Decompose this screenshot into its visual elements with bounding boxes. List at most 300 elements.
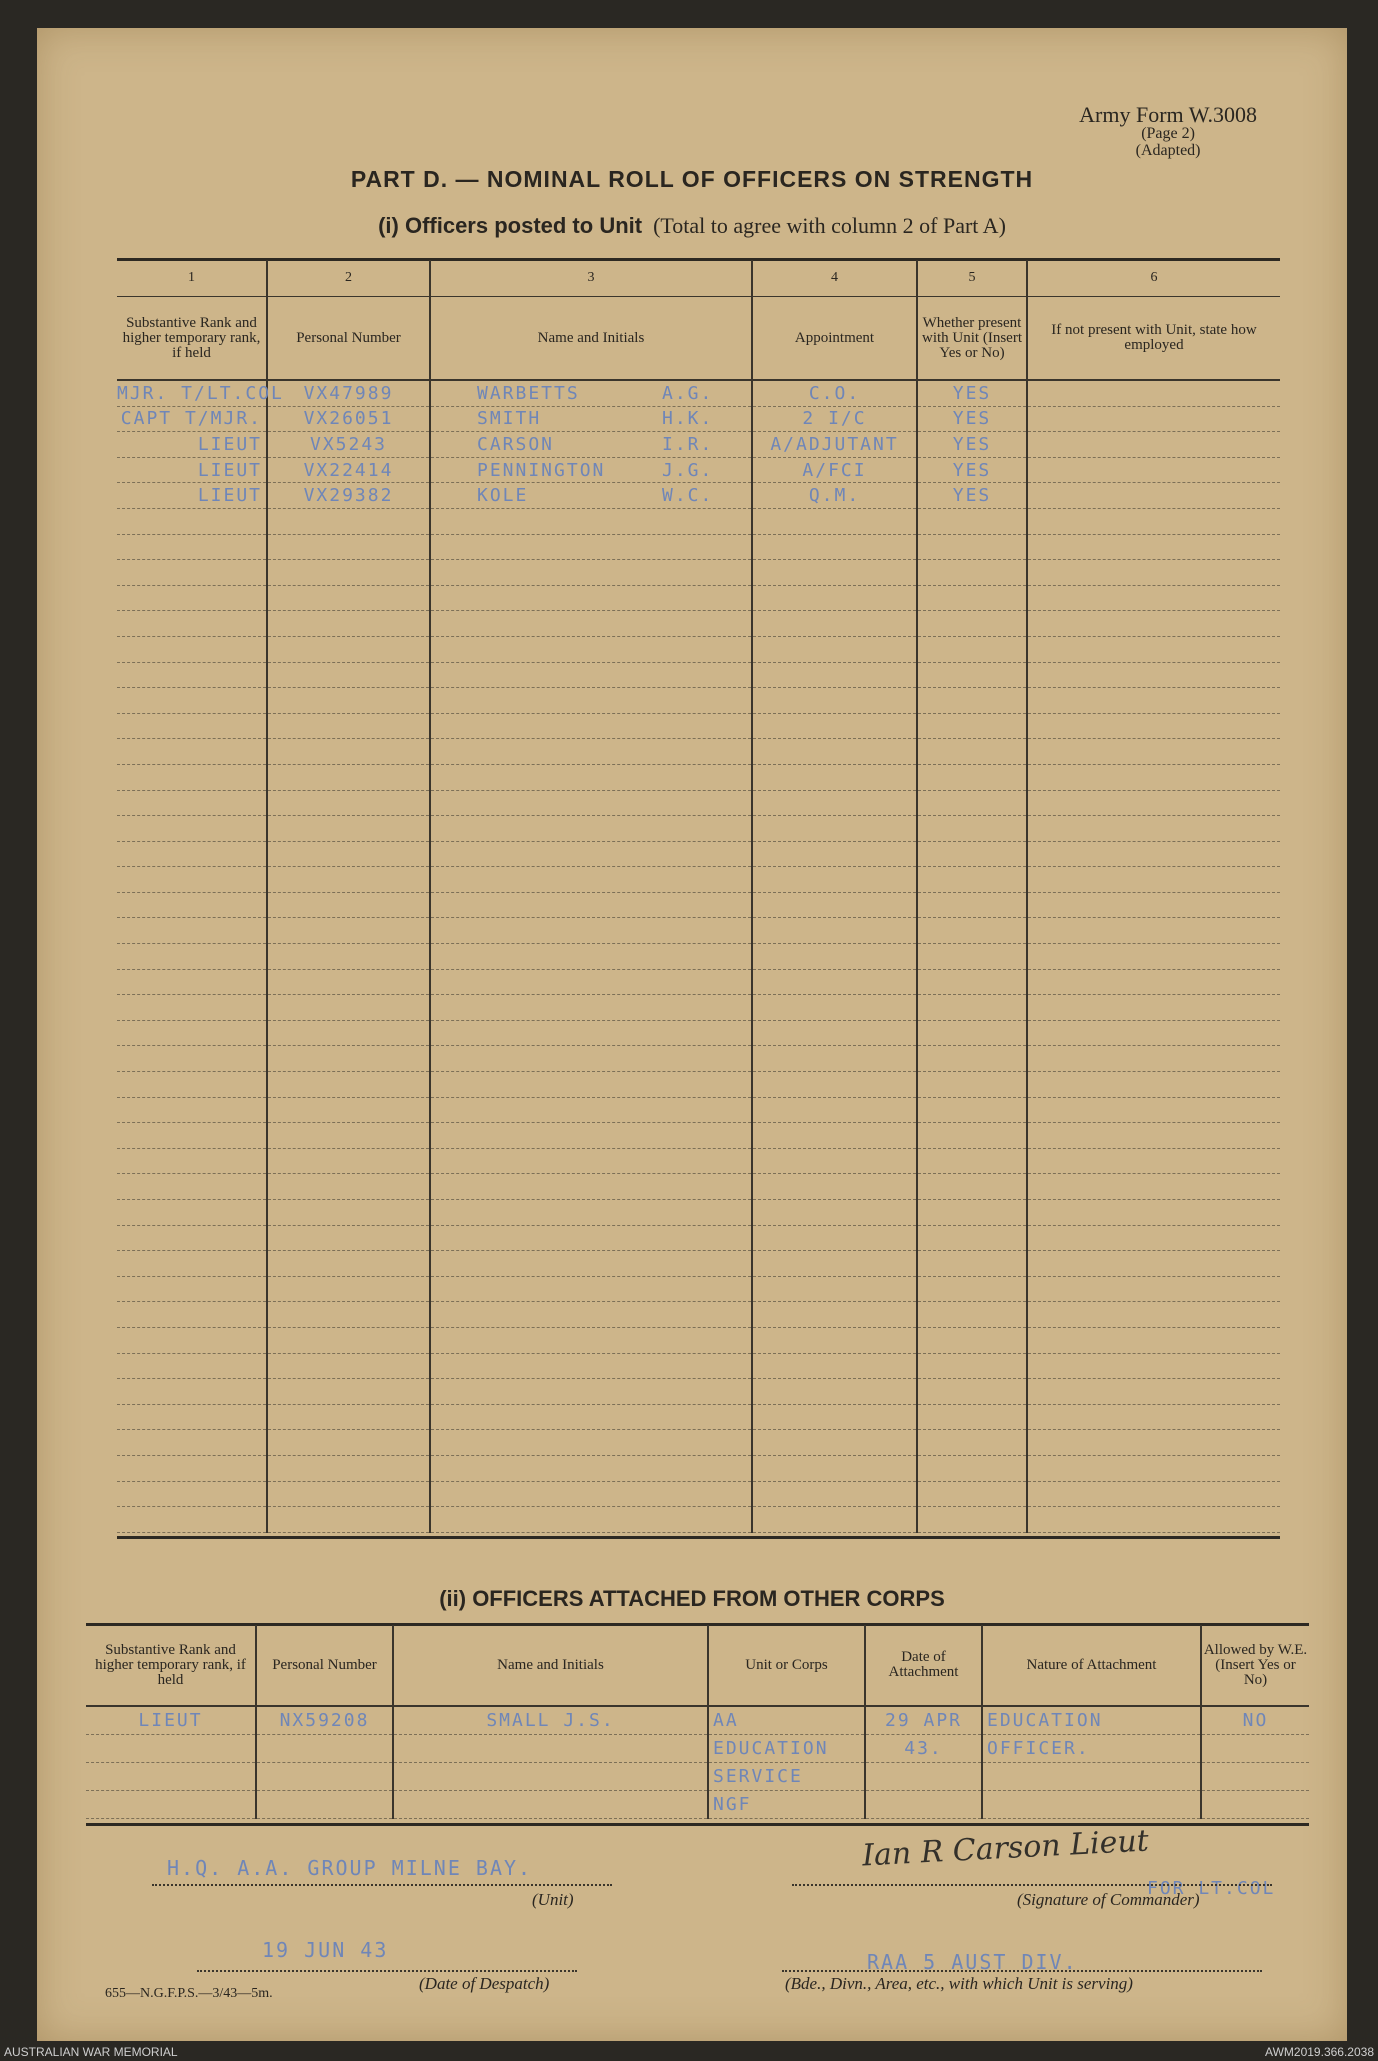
cell-rank — [117, 713, 267, 739]
cell-rank — [117, 1455, 267, 1481]
cell-appointment — [752, 585, 917, 611]
cell-present — [917, 1276, 1027, 1302]
cell-nameinit — [430, 764, 752, 790]
header-unit: Unit or Corps — [708, 1625, 865, 1706]
cell-present: YES — [917, 432, 1027, 458]
cell-nameinit — [430, 1020, 752, 1046]
cell-present — [917, 995, 1027, 1021]
cell-present — [917, 1072, 1027, 1098]
cell-nameinit — [430, 1251, 752, 1277]
table-row — [117, 1430, 1280, 1456]
table-row — [117, 918, 1280, 944]
cell-date: 29 APR — [865, 1706, 982, 1735]
cell-employed — [1027, 611, 1280, 637]
cell-rank — [117, 764, 267, 790]
cell-appointment — [752, 1020, 917, 1046]
table-row — [117, 380, 1280, 406]
cell-rank: LIEUT — [86, 1706, 256, 1735]
cell-rank — [117, 918, 267, 944]
table-row — [117, 611, 1280, 637]
cell-rank — [117, 508, 267, 534]
cell-appointment — [752, 918, 917, 944]
cell-present — [917, 1404, 1027, 1430]
cell-rank: LIEUT — [117, 483, 267, 509]
cell-rank — [117, 1379, 267, 1405]
cell-rank — [117, 1123, 267, 1149]
cell-employed — [1027, 1302, 1280, 1328]
cell-present — [917, 1327, 1027, 1353]
cell-rank: LIEUT — [117, 457, 267, 483]
cell-nameinit — [430, 1276, 752, 1302]
table-row — [117, 483, 1280, 509]
cell-rank: CAPT T/MJR. — [117, 406, 267, 432]
cell-nameinit — [430, 406, 752, 432]
cell-number — [267, 1046, 430, 1072]
cell-appointment — [752, 1200, 917, 1226]
cell-nameinit — [430, 457, 752, 483]
cell-rank — [117, 1276, 267, 1302]
cell-number — [267, 816, 430, 842]
cell-nameinit — [430, 969, 752, 995]
table-row — [117, 1353, 1280, 1379]
cell-present — [917, 944, 1027, 970]
cell-employed — [1027, 944, 1280, 970]
cell-rank — [117, 1174, 267, 1200]
cell-number: NX59208 — [256, 1706, 393, 1735]
cell-nameinit — [430, 867, 752, 893]
cell-appointment: A/ADJUTANT — [752, 432, 917, 458]
cell-appointment: 2 I/C — [752, 406, 917, 432]
cell-rank — [117, 1404, 267, 1430]
cell-nameinit — [430, 713, 752, 739]
cell-present — [917, 892, 1027, 918]
cell-rank — [117, 688, 267, 714]
cell-employed — [1027, 816, 1280, 842]
cell-appointment — [752, 1455, 917, 1481]
cell-present — [917, 1225, 1027, 1251]
cell-name: SMALL J.S. — [393, 1706, 708, 1735]
cell-present: YES — [917, 457, 1027, 483]
cell-nameinit — [430, 944, 752, 970]
cell-rank — [117, 1302, 267, 1328]
cell-employed — [1027, 867, 1280, 893]
table-row — [117, 995, 1280, 1021]
cell-appointment — [752, 1225, 917, 1251]
cell-present — [917, 1200, 1027, 1226]
for-officer-text: FOR LT.COL — [1147, 1878, 1276, 1899]
cell-rank — [117, 662, 267, 688]
cell-number — [267, 560, 430, 586]
cell-number — [267, 892, 430, 918]
table-row — [117, 1302, 1280, 1328]
cell-rank — [117, 1225, 267, 1251]
header-personal-number: Personal Number — [256, 1625, 393, 1706]
cell-employed — [1027, 585, 1280, 611]
header-rank: Substantive Rank and higher temporary rank, if held — [86, 1625, 256, 1706]
cell-rank — [86, 1763, 256, 1791]
cell-present — [917, 1353, 1027, 1379]
cell-number — [267, 611, 430, 637]
cell-number — [267, 841, 430, 867]
cell-rank — [117, 1327, 267, 1353]
cell-present — [917, 969, 1027, 995]
cell-rank — [117, 1072, 267, 1098]
table-row — [117, 636, 1280, 662]
cell-appointment — [752, 1353, 917, 1379]
officer-initials: H.K. — [662, 408, 714, 430]
form-page-number: (Page 2) — [1141, 125, 1195, 143]
cell-employed — [1027, 432, 1280, 458]
cell-nameinit — [430, 1353, 752, 1379]
cell-present: YES — [917, 483, 1027, 509]
cell-present — [917, 1148, 1027, 1174]
col-number: 3 — [430, 260, 752, 297]
cell-nameinit — [430, 380, 752, 406]
officer-name: CARSON — [477, 433, 555, 455]
officer-initials: W.C. — [662, 485, 714, 507]
cell-appointment — [752, 611, 917, 637]
cell-nameinit — [430, 1097, 752, 1123]
cell-number — [267, 1020, 430, 1046]
cell-nameinit — [430, 816, 752, 842]
section1-title — [37, 213, 1347, 239]
attached-row — [86, 1791, 1309, 1819]
officer-name: PENNINGTON — [477, 459, 606, 481]
print-code: 655—N.G.F.P.S.—3/43—5m. — [105, 1986, 273, 2001]
cell-nameinit — [430, 1072, 752, 1098]
cell-rank — [117, 1020, 267, 1046]
cell-rank — [117, 892, 267, 918]
table-row — [117, 1276, 1280, 1302]
cell-nameinit — [430, 1507, 752, 1533]
cell-employed — [1027, 636, 1280, 662]
cell-nameinit — [430, 1379, 752, 1405]
cell-appointment — [752, 892, 917, 918]
cell-allowed — [1201, 1763, 1309, 1791]
cell-number — [267, 1225, 430, 1251]
col-number: 6 — [1027, 260, 1280, 297]
attached-row — [86, 1706, 1309, 1735]
cell-employed — [1027, 790, 1280, 816]
cell-name — [393, 1735, 708, 1763]
cell-appointment — [752, 1302, 917, 1328]
cell-present — [917, 918, 1027, 944]
cell-appointment — [752, 508, 917, 534]
cell-rank — [117, 841, 267, 867]
cell-present — [917, 688, 1027, 714]
date-line — [197, 1970, 577, 1972]
cell-employed — [1027, 534, 1280, 560]
cell-appointment — [752, 867, 917, 893]
cell-nameinit — [430, 1148, 752, 1174]
cell-appointment: A/FCI — [752, 457, 917, 483]
cell-appointment — [752, 995, 917, 1021]
cell-rank — [117, 534, 267, 560]
cell-name — [393, 1791, 708, 1819]
cell-appointment — [752, 764, 917, 790]
cell-nameinit — [430, 585, 752, 611]
cell-rank — [117, 1481, 267, 1507]
serving-value: RAA 5 AUST DIV. — [867, 1950, 1078, 1974]
cell-unit: SERVICE — [708, 1763, 865, 1791]
form-page — [37, 28, 1347, 2041]
table-row — [117, 432, 1280, 458]
cell-appointment — [752, 1404, 917, 1430]
cell-rank — [117, 560, 267, 586]
cell-present — [917, 739, 1027, 765]
table-row — [117, 764, 1280, 790]
cell-number — [267, 1097, 430, 1123]
table-row — [117, 1200, 1280, 1226]
cell-appointment — [752, 1072, 917, 1098]
cell-appointment — [752, 1276, 917, 1302]
despatch-date-value: 19 JUN 43 — [262, 1938, 389, 1962]
cell-appointment — [752, 1379, 917, 1405]
cell-number — [267, 1200, 430, 1226]
cell-rank — [117, 1353, 267, 1379]
cell-rank — [117, 1046, 267, 1072]
cell-nameinit — [430, 1455, 752, 1481]
cell-rank — [117, 969, 267, 995]
cell-nameinit — [430, 1123, 752, 1149]
cell-employed — [1027, 1046, 1280, 1072]
cell-number — [267, 739, 430, 765]
cell-rank — [117, 944, 267, 970]
officer-name: KOLE — [477, 485, 529, 507]
cell-nameinit — [430, 1225, 752, 1251]
cell-number — [267, 1123, 430, 1149]
table-row — [117, 1251, 1280, 1277]
table-row — [117, 1174, 1280, 1200]
table-row — [117, 457, 1280, 483]
cell-number — [267, 662, 430, 688]
table-row — [117, 1148, 1280, 1174]
cell-employed — [1027, 1251, 1280, 1277]
cell-present — [917, 1097, 1027, 1123]
section1-title-bold: (i) Officers posted to Unit — [378, 213, 643, 238]
cell-present — [917, 790, 1027, 816]
cell-number — [267, 1302, 430, 1328]
cell-allowed — [1201, 1735, 1309, 1763]
cell-employed — [1027, 1430, 1280, 1456]
cell-appointment — [752, 1174, 917, 1200]
cell-number — [267, 1276, 430, 1302]
table-row — [117, 1123, 1280, 1149]
cell-rank — [117, 636, 267, 662]
cell-number — [267, 1174, 430, 1200]
cell-employed — [1027, 739, 1280, 765]
table-row — [117, 1225, 1280, 1251]
cell-employed — [1027, 969, 1280, 995]
officers-posted-table — [117, 260, 1280, 1533]
cell-nameinit — [430, 534, 752, 560]
signature-caption: (Signature of Commander) — [1017, 1890, 1200, 1909]
col-number: 4 — [752, 260, 917, 297]
table-row — [117, 1481, 1280, 1507]
table-row — [117, 585, 1280, 611]
cell-rank — [117, 1200, 267, 1226]
cell-rank — [117, 1507, 267, 1533]
cell-rank — [117, 790, 267, 816]
table-row — [117, 1379, 1280, 1405]
cell-number — [267, 713, 430, 739]
header-name: Name and Initials — [430, 297, 752, 381]
cell-present — [917, 560, 1027, 586]
cell-date — [865, 1791, 982, 1819]
table-row — [117, 1404, 1280, 1430]
officers-attached-table — [86, 1625, 1309, 1819]
serving-line — [782, 1970, 1262, 1972]
cell-unit: EDUCATION — [708, 1735, 865, 1763]
cell-number — [267, 636, 430, 662]
cell-nameinit — [430, 1200, 752, 1226]
cell-employed — [1027, 1148, 1280, 1174]
table-row — [117, 739, 1280, 765]
cell-employed — [1027, 1353, 1280, 1379]
cell-allowed — [1201, 1791, 1309, 1819]
table-row — [117, 534, 1280, 560]
cell-unit: AA — [708, 1706, 865, 1735]
cell-number — [267, 1404, 430, 1430]
cell-nameinit — [430, 662, 752, 688]
table-row — [117, 1046, 1280, 1072]
cell-number — [267, 1353, 430, 1379]
header-appointment: Appointment — [752, 297, 917, 381]
table-row — [117, 1097, 1280, 1123]
table-row — [117, 406, 1280, 432]
cell-appointment — [752, 969, 917, 995]
cell-nature: EDUCATION — [982, 1706, 1201, 1735]
cell-rank — [117, 611, 267, 637]
table-row — [117, 816, 1280, 842]
header-employed: If not present with Unit, state how employed — [1027, 297, 1280, 381]
cell-appointment — [752, 1097, 917, 1123]
cell-nameinit — [430, 739, 752, 765]
form-adapted-note: (Adapted) — [1135, 141, 1201, 159]
cell-appointment — [752, 636, 917, 662]
cell-rank — [117, 816, 267, 842]
cell-present — [917, 1251, 1027, 1277]
cell-employed — [1027, 1097, 1280, 1123]
table-row — [117, 1072, 1280, 1098]
cell-nameinit — [430, 1046, 752, 1072]
cell-nameinit — [430, 483, 752, 509]
cell-nature: OFFICER. — [982, 1735, 1201, 1763]
cell-present — [917, 1379, 1027, 1405]
cell-employed — [1027, 406, 1280, 432]
cell-nameinit — [430, 688, 752, 714]
cell-appointment — [752, 841, 917, 867]
attached-row — [86, 1763, 1309, 1791]
table-row — [117, 688, 1280, 714]
cell-employed — [1027, 457, 1280, 483]
cell-present — [917, 841, 1027, 867]
cell-employed — [1027, 560, 1280, 586]
cell-present — [917, 1020, 1027, 1046]
cell-employed — [1027, 1404, 1280, 1430]
cell-number — [267, 1430, 430, 1456]
cell-employed — [1027, 764, 1280, 790]
cell-rank: LIEUT — [117, 432, 267, 458]
cell-number — [267, 995, 430, 1021]
cell-number — [256, 1791, 393, 1819]
cell-number — [267, 867, 430, 893]
cell-rank: MJR. T/LT.COL — [117, 380, 267, 406]
attached-row — [86, 1735, 1309, 1763]
cell-nature — [982, 1763, 1201, 1791]
cell-number — [267, 1507, 430, 1533]
cell-nameinit — [430, 1430, 752, 1456]
cell-present — [917, 1123, 1027, 1149]
attached-headers-row — [86, 1625, 1309, 1706]
form-identifier — [1079, 103, 1257, 160]
cell-number — [256, 1763, 393, 1791]
cell-appointment — [752, 1148, 917, 1174]
cell-employed — [1027, 918, 1280, 944]
column-numbers-row — [117, 260, 1280, 297]
cell-number: VX22414 — [267, 457, 430, 483]
date-caption: (Date of Despatch) — [419, 1974, 550, 1993]
cell-employed — [1027, 662, 1280, 688]
cell-nameinit — [430, 1481, 752, 1507]
cell-rank — [117, 739, 267, 765]
cell-number — [267, 764, 430, 790]
cell-present — [917, 585, 1027, 611]
table-row — [117, 560, 1280, 586]
cell-number — [267, 918, 430, 944]
cell-nature — [982, 1791, 1201, 1819]
cell-employed — [1027, 1174, 1280, 1200]
cell-appointment — [752, 944, 917, 970]
cell-employed — [1027, 995, 1280, 1021]
cell-present — [917, 534, 1027, 560]
cell-nameinit — [430, 1327, 752, 1353]
officer-initials: A.G. — [662, 382, 714, 404]
cell-name — [393, 1763, 708, 1791]
cell-appointment — [752, 662, 917, 688]
table-row — [117, 508, 1280, 534]
table-row — [117, 841, 1280, 867]
cell-employed — [1027, 841, 1280, 867]
cell-rank — [117, 585, 267, 611]
cell-present — [917, 1430, 1027, 1456]
section1-bottom-rule — [117, 1536, 1280, 1539]
cell-number — [267, 1251, 430, 1277]
cell-number: VX47989 — [267, 380, 430, 406]
cell-nameinit — [430, 611, 752, 637]
cell-number — [267, 585, 430, 611]
cell-appointment — [752, 1507, 917, 1533]
col-number: 2 — [267, 260, 430, 297]
officer-name: SMITH — [477, 408, 542, 430]
cell-present — [917, 816, 1027, 842]
cell-present — [917, 611, 1027, 637]
col-number: 5 — [917, 260, 1027, 297]
cell-unit: NGF — [708, 1791, 865, 1819]
unit-line — [152, 1884, 612, 1886]
cell-appointment — [752, 688, 917, 714]
serving-caption: (Bde., Divn., Area, etc., with which Unit is serving) — [785, 1974, 1133, 1993]
cell-present — [917, 636, 1027, 662]
cell-nameinit — [430, 1404, 752, 1430]
table-row — [117, 1327, 1280, 1353]
archive-id: AWM2019.366.2038 — [1265, 2045, 1374, 2059]
cell-present — [917, 1046, 1027, 1072]
cell-present — [917, 508, 1027, 534]
form-number: Army Form W.3008 — [1079, 102, 1257, 127]
cell-employed — [1027, 1455, 1280, 1481]
cell-appointment — [752, 1046, 917, 1072]
